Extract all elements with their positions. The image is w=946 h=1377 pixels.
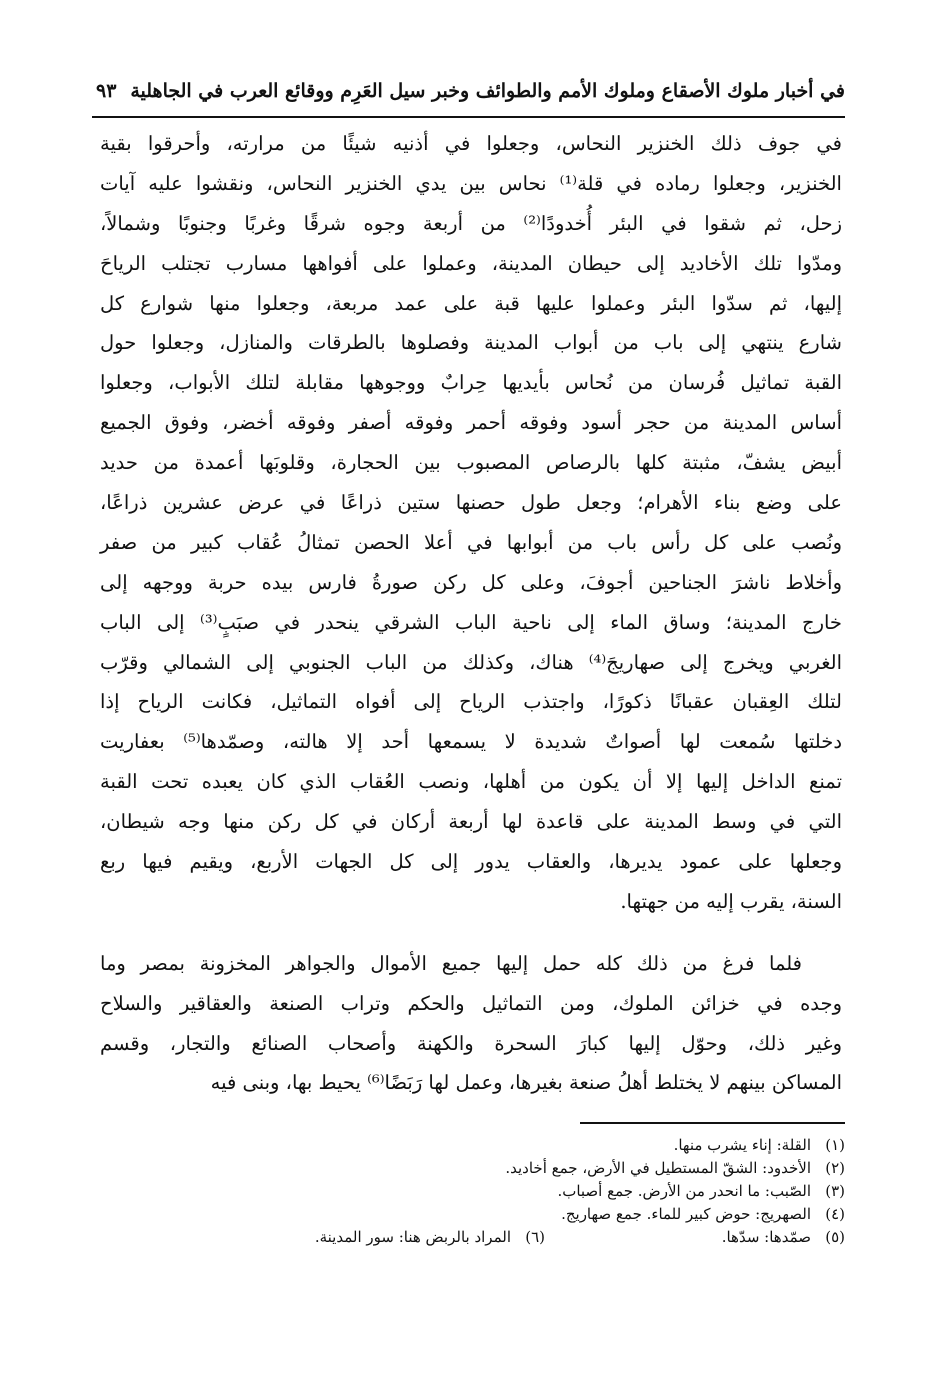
footnote-text: صمّدها: سدّها. (721, 1228, 811, 1246)
footnote (145, 1157, 845, 1180)
text-line: فلما فرغ من ذلك كله حمل إليها جميع الأموال والجواهر المخزونة بمصر وما (100, 951, 802, 975)
text-line: التي في وسط المدينة على قاعدة لها أربعة أركان في كل ركن منها وجه شيطان، (100, 810, 842, 834)
footnotes (145, 1134, 845, 1249)
running-header (92, 78, 845, 118)
footnote-text: الصهريج: حوض كبير للماء. جمع صهاريج. (561, 1205, 811, 1223)
footnote-number: (٦) (525, 1228, 545, 1246)
text-line: وأخلاط ناشرَ الجناحين أجوفَ، وعلى كل ركن صورةُ فارس بيده حربة ووجهه إلى (100, 570, 842, 594)
text-line: زحل، ثم شقوا في البئر أُخدودًا⁽²⁾ من أربعة وجوه شرقًا وغربًا وجنوبًا وشمالاً، (100, 211, 842, 235)
text-line: السنة، يقرب إليه من جهتها. (620, 889, 842, 913)
footnote-text: المراد بالربض هنا: سور المدينة. (314, 1228, 511, 1246)
text-line: وجعلها على عمود يديرها، والعقاب يدور إلى كل الجهات الأربع، ويقيم فيها ربع (100, 850, 842, 874)
text-line: دخلتها سُمعت لها أصواتٌ شديدة لا يسمعها أحد إلا هالته، وصمّدها⁽⁵⁾ بعفاريت (100, 730, 842, 754)
text-line: الغربي ويخرج إلى صهاريجَ⁽⁴⁾ هناك، وكذلك من الباب الجنوبي إلى الشمالي وقرّب (100, 650, 842, 674)
text-line: المساكن بينهم لا يختلط أهلُ صنعة بغيرها، وعمل لها رَبَضًا⁽⁶⁾ يحيط بها، وبنى فيه (210, 1071, 842, 1095)
text-line: لتلك العِقبان عقبانًا ذكورًا، واجتذب الرياح إلى أفواه التماثيل، فكانت الرياح إذا (100, 690, 842, 714)
text-line: ونُصب على كل رأس باب من أبوابها في أعلا الحصن تمثالُ عُقاب كبير من صفر (100, 530, 842, 554)
footnote (145, 1180, 845, 1203)
footnote (145, 1203, 845, 1226)
text-line: الخنزير، وجعلوا رماده في قلة⁽¹⁾ نحاس بين يدي الخنزير النحاس، ونقشوا عليه آيات (100, 171, 842, 195)
footnote-text: الصّبب: ما انحدر من الأرض. جمع أصباب. (557, 1182, 811, 1200)
footnote (145, 1134, 845, 1157)
paragraph-2 (100, 944, 842, 1104)
text-line: أساس المدينة من حجر أسود وفوقه أحمر وفوقه أصفر وفوقه أخضر، وفوق الجميع (100, 411, 842, 435)
text-line: خارج المدينة؛ وساق الماء إلى ناحية الباب الشرقي ينحدر في صبَبٍ⁽³⁾ إلى الباب (100, 610, 842, 634)
footnote-text: القلة: إناء يشرب منها. (673, 1136, 811, 1154)
text-line: أبيض يشفّ، مثبتة كلها بالرصاص المصبوب بين الحجارة، وقلوبَها أعمدة من حديد (100, 451, 842, 475)
text-line: ومدّوا تلك الأخاديد إلى حيطان المدينة، وعملوا على أفواهها مسارب تجتلب الرياحَ (100, 251, 842, 275)
footnote-row (145, 1226, 845, 1249)
body-text (100, 124, 842, 1103)
page-number: ٩٣ (96, 80, 117, 102)
paragraph-1 (100, 124, 842, 922)
text-line: شارع ينتهي إلى باب من أبواب المدينة وفصلوها بالطرقات والمنازل، وجعلوا حول (100, 331, 842, 355)
footnote-number: (٤) (825, 1205, 845, 1223)
text-line: على وضع بناء الأهرام؛ وجعل طول حصنها ستين ذراعًا في عرض عشرين ذراعًا، (100, 491, 842, 515)
footnote (245, 1226, 545, 1249)
running-title: في أخبار ملوك الأصقاع وملوك الأمم والطوائف وخبر سيل العَرِم ووقائع العرب في الجاهلية (130, 80, 845, 102)
footnote-number: (٢) (825, 1159, 845, 1177)
footnote-number: (٥) (825, 1228, 845, 1246)
footnote-text: الأخدود: الشقّ المستطيل في الأرض، جمع أخاديد. (505, 1159, 811, 1177)
footnote (545, 1226, 845, 1249)
text-line: في جوف ذلك الخنزير النحاس، وجعلوا في أذنيه شيئًا من مرارته، وأحرقوا بقية (100, 132, 842, 155)
footnote-separator (580, 1122, 845, 1124)
footnote-number: (٣) (825, 1182, 845, 1200)
text-line: القبة تماثيل فُرسان من نُحاس بأيديها حِرابٌ ووجوهها مقابلة لتلك الأبواب، وجعلوا (100, 371, 842, 395)
footnote-number: (١) (825, 1136, 845, 1154)
text-line: إليها، ثم سدّوا البئر وعملوا عليها قبة على عمد مربعة، وجعلوا منها شوارع كل (100, 291, 842, 315)
text-line: وجده في خزائن الملوك، ومن التماثيل والحكم وتراب الصنعة والعقاقير والسلاح (100, 991, 842, 1015)
text-line: تمنع الداخل إليها إلا أن يكون من أهلها، ونصب العُقاب الذي كان يعبده تحت القبة (100, 770, 842, 794)
text-line: وغير ذلك، وحوّل إليها كبارَ السحرة والكهنة وأصحاب الصنائع والتجار، وقسم (100, 1031, 842, 1055)
